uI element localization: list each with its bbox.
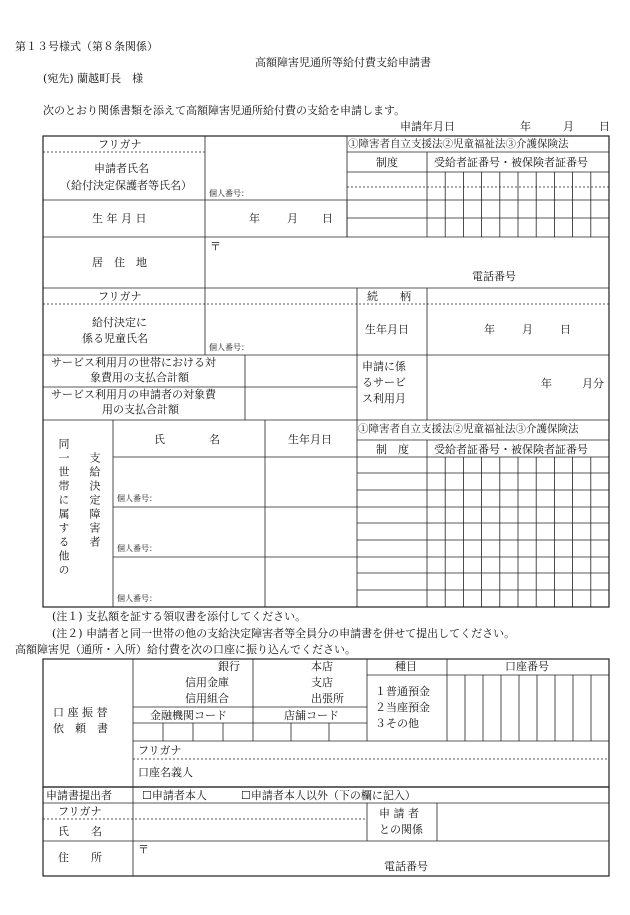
child-birth-year: 年 [484, 323, 495, 336]
birth-day: 日 [322, 212, 333, 225]
submitter-label: 申請書提出者 [46, 789, 112, 802]
household-cert-label: 受給者証番号・被保険者証番号 [434, 443, 588, 456]
inst-code-label: 金融機関コード [150, 709, 227, 722]
applicant-personal-no: 個人番号： [209, 189, 249, 198]
date-label: 申請年月日 [400, 120, 455, 133]
bank-furigana-label: フリガナ [138, 744, 182, 757]
service-month-suffix: 月分 [582, 377, 604, 390]
household-side-label-1: 支給決定障害者 [88, 452, 101, 550]
shinkin-label: 信用金庫 [185, 676, 229, 689]
account-number-label: 口座番号 [505, 660, 549, 673]
service-month-label-1: 申請に係 [362, 360, 406, 373]
applicant-name-label: 申請者氏名 [94, 162, 149, 175]
submitter-self-checkbox[interactable]: ☐申請者本人 [142, 789, 207, 802]
form-number: 第１３号様式（第８条関係） [15, 40, 158, 53]
household-total-label-2: 象費用の支払合計額 [90, 371, 189, 384]
account-type-1: １普通預金 [375, 685, 430, 698]
household-system-label: 制 度 [376, 443, 409, 456]
account-holder-label: 口座名義人 [138, 766, 193, 779]
bank-side-label-2: 依 頼 書 [53, 722, 108, 735]
branch-label: 支店 [311, 676, 333, 689]
submitter-relation-label: 申 請 者 [379, 807, 419, 820]
date-year: 年 [520, 120, 531, 133]
account-type-label: 種目 [395, 660, 417, 673]
account-type-3: ３その他 [375, 717, 419, 730]
service-year: 年 [541, 377, 552, 390]
intro-text: 次のとおり関係書類を添えて高額障害児通所給付費の支給を申請します。 [43, 104, 406, 117]
relation-label: 続 柄 [367, 290, 411, 303]
submitter-relation-label-2: との関係 [379, 823, 423, 836]
household-personal-no-2: 個人番号： [117, 544, 157, 553]
form-title: 高額障害児通所等給付費支給申請書 [255, 56, 431, 69]
birth-label: 生 年 月 日 [92, 212, 147, 225]
submitter-other-checkbox[interactable]: ☐申請者本人以外（下の欄に記入） [241, 789, 416, 802]
household-total-label: サービス利用月の世帯における対 [51, 356, 216, 369]
submitter-furigana-label: フリガナ [58, 805, 102, 818]
submitter-address-label: 住 所 [58, 851, 102, 864]
household-birth-header: 生年月日 [288, 433, 332, 446]
household-name-header: 氏 名 [154, 433, 220, 446]
note-2: (注２) 申請者と同一世帯の他の支給決定障害者等全員分の申請書を併せて提出してください。 [52, 627, 516, 640]
birth-month: 月 [287, 212, 298, 225]
note-1: (注１) 支払額を証する領収書を添付してください。 [52, 610, 307, 623]
household-personal-no-3: 個人番号： [117, 594, 157, 603]
phone-label: 電話番号 [472, 270, 516, 283]
child-birth-month: 月 [522, 323, 533, 336]
system-label: 制度 [376, 156, 398, 169]
law-header: ①障害者自立支援法②児童福祉法③介護保険法 [348, 138, 569, 150]
applicant-furigana-label: フリガナ [98, 138, 142, 151]
kumiai-label: 信用組合 [185, 692, 229, 705]
child-furigana-label: フリガナ [98, 290, 142, 303]
bank-side-label-1: 口 座 振 替 [53, 706, 108, 719]
address-label: 居 住 地 [92, 256, 147, 269]
agency-label: 出張所 [311, 692, 344, 705]
branch-code-label: 店舗コード [284, 709, 339, 722]
household-side-label-2: 同一世帯に属する他の [57, 438, 70, 578]
household-law-header: ①障害者自立支援法②児童福祉法③介護保険法 [358, 423, 579, 435]
addressee: (宛先) 蘭越町長 様 [43, 72, 144, 85]
bank-label: 銀行 [218, 660, 240, 673]
applicant-total-label: サービス利用月の申請者の対象費 [51, 388, 216, 401]
applicant-total-label-2: 用の支払合計額 [102, 403, 179, 416]
date-month: 月 [563, 120, 574, 133]
submitter-phone-label: 電話番号 [384, 860, 428, 873]
child-name-sub-label: 係る児童氏名 [82, 332, 148, 345]
child-personal-no: 個人番号： [209, 343, 249, 352]
date-day: 日 [599, 120, 610, 133]
cert-label: 受給者証番号・被保険者証番号 [434, 156, 588, 169]
head-office-label: 本店 [311, 660, 333, 673]
birth-year: 年 [249, 212, 260, 225]
applicant-name-sub-label: （給付決定保護者等氏名） [60, 179, 192, 192]
postal-mark: 〒 [210, 240, 221, 253]
submitter-name-label: 氏 名 [58, 825, 102, 838]
submitter-postal-mark: 〒 [138, 843, 149, 856]
child-birth-day: 日 [560, 323, 571, 336]
service-month-label-3: ス利用月 [362, 392, 406, 405]
child-name-label: 給付決定に [92, 316, 147, 329]
account-type-2: ２当座預金 [375, 701, 430, 714]
household-personal-no-1: 個人番号： [117, 494, 157, 503]
child-birth-label: 生年月日 [365, 323, 409, 336]
bank-intro: 高額障害児（通所・入所）給付費を次の口座に振り込んでください。 [15, 643, 356, 656]
service-month-label-2: るサービ [362, 376, 406, 389]
